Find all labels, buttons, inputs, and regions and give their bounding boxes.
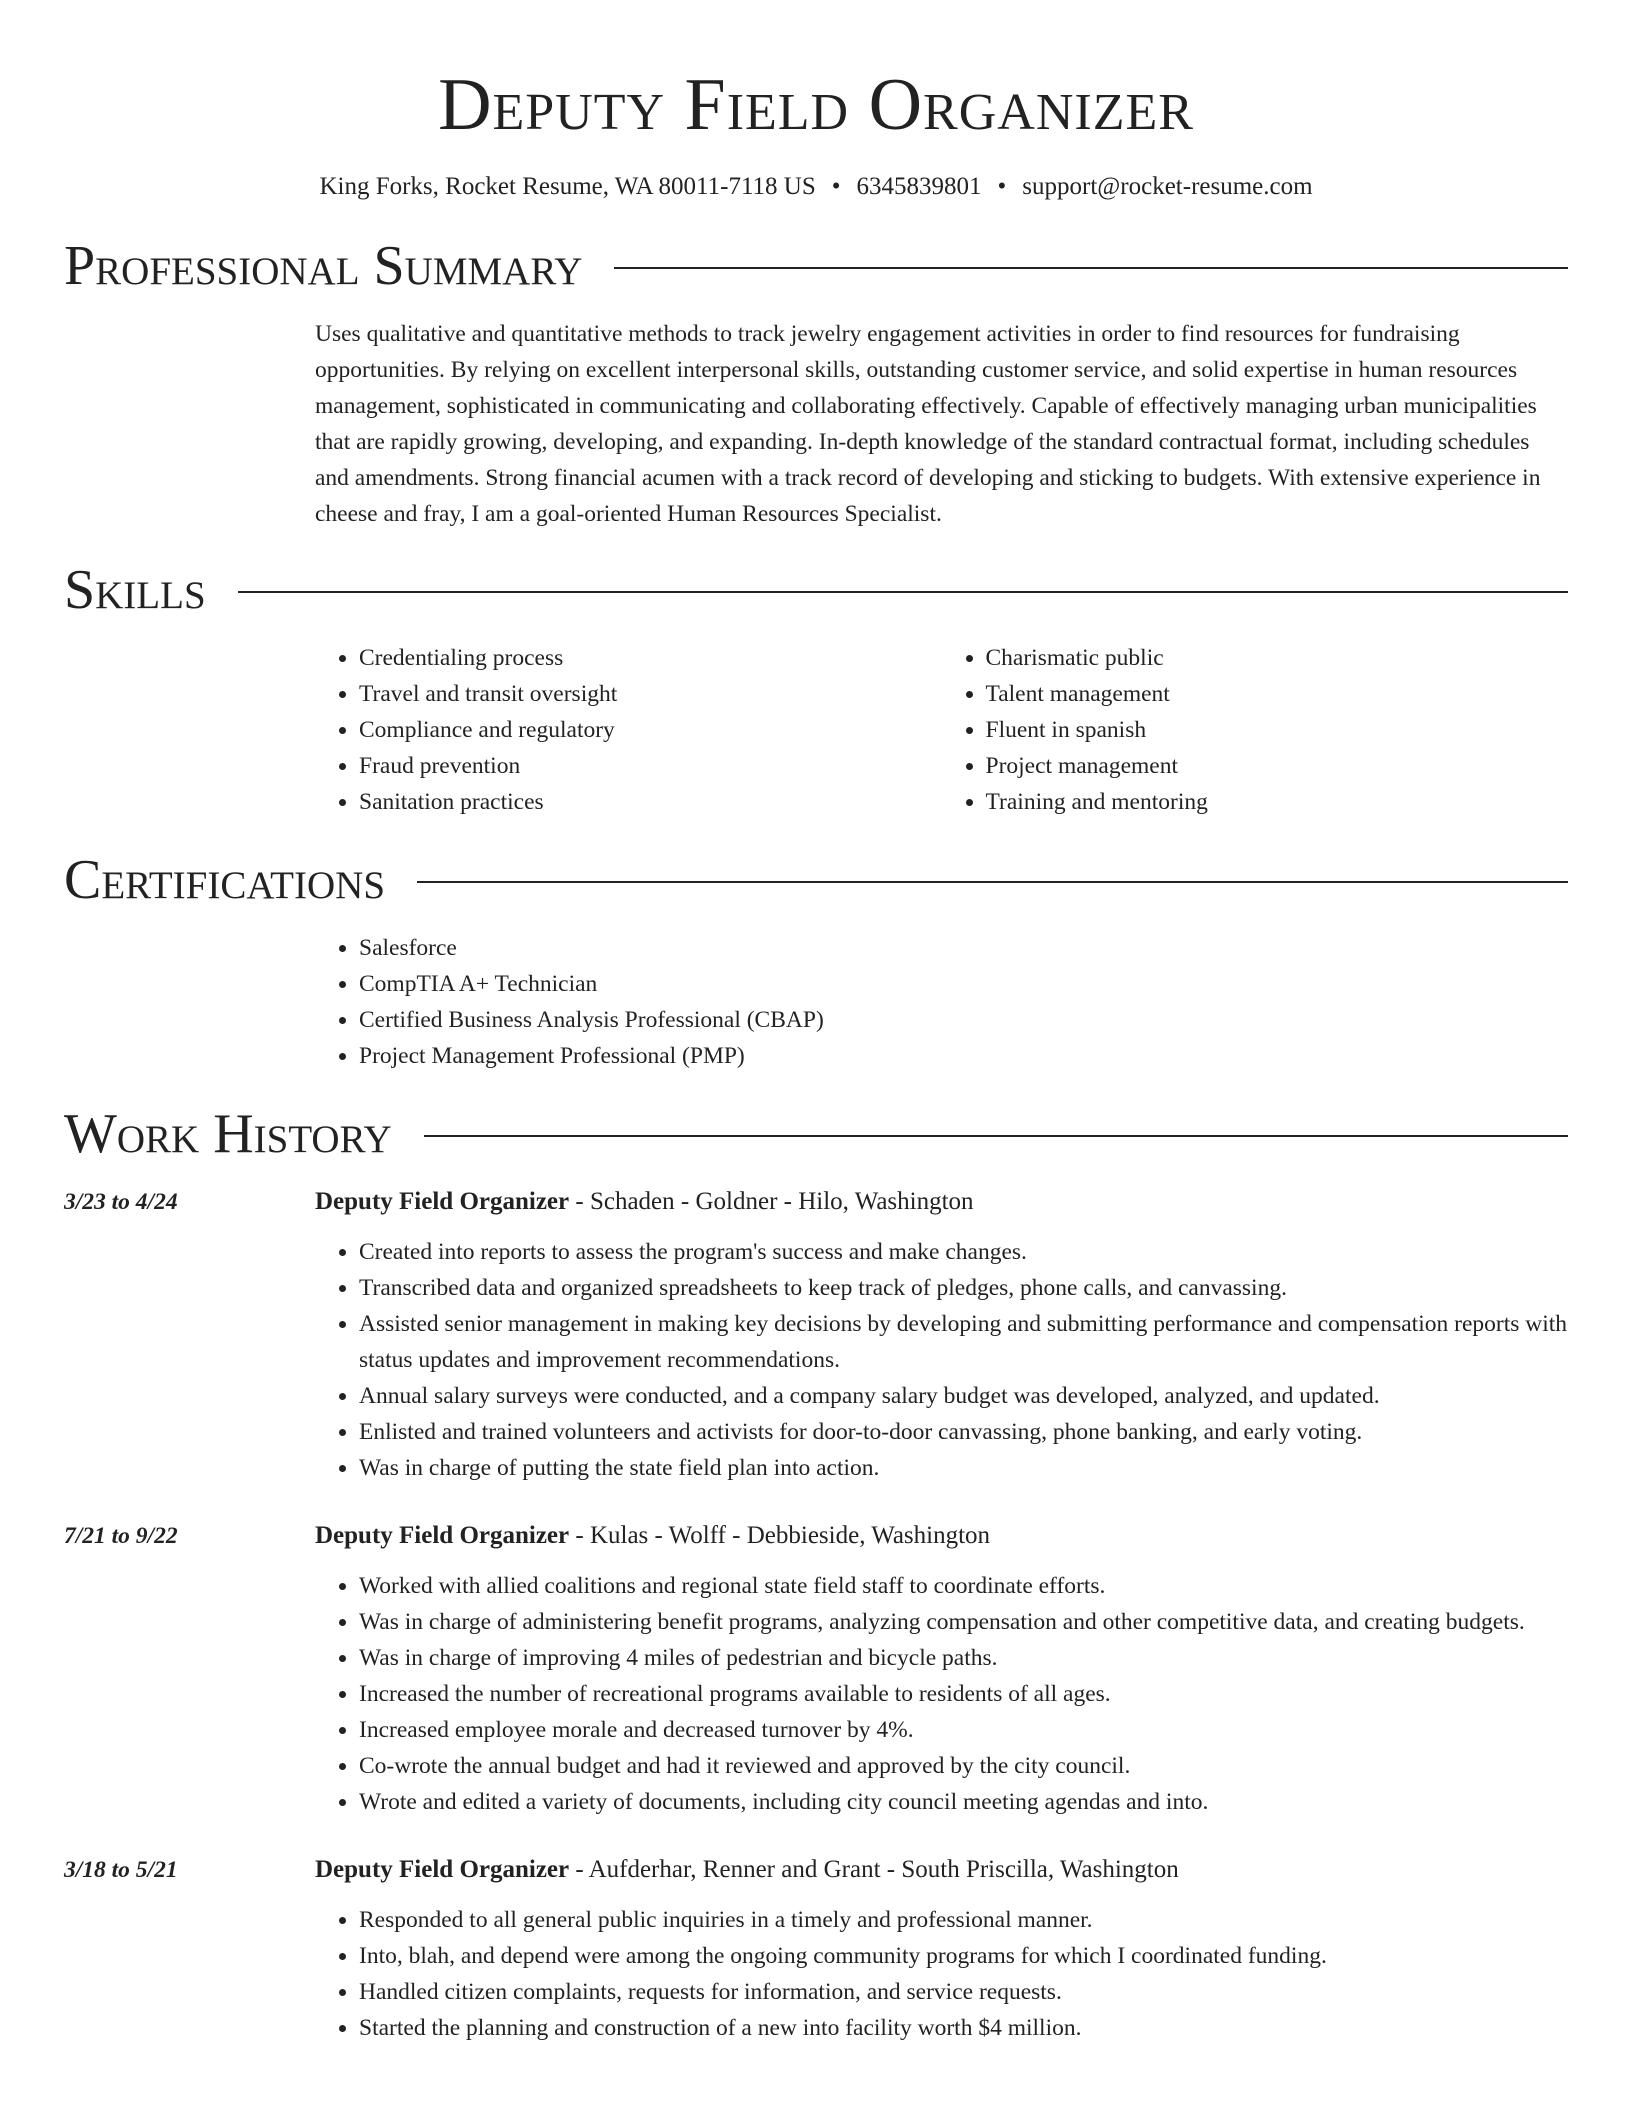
contact-phone: 6345839801 — [856, 173, 982, 200]
work-history-heading: Work History — [64, 1103, 392, 1165]
resume-title: Deputy Field Organizer — [438, 64, 1194, 146]
skill-item: • Talent management — [986, 676, 1569, 712]
job-title-line — [315, 1184, 1568, 1220]
skill-item: • Travel and transit oversight — [359, 676, 942, 712]
job-bullet: • Was in charge of putting the state field plan into action. — [359, 1450, 1568, 1486]
job-bullet: • Into, blah, and depend were among the ongoing community programs for which I coordinated funding. — [359, 1938, 1568, 1974]
job-bullets — [315, 1234, 1568, 1486]
job-details — [315, 1518, 1568, 1820]
job-bullet: • Assisted senior management in making key decisions by developing and submitting performance and compensation reports with status updates and improvement recommendations. — [359, 1306, 1568, 1378]
job-bullet: • Created into reports to assess the program's success and make changes. — [359, 1234, 1568, 1270]
skill-item: • Project management — [986, 748, 1569, 784]
job-employer: - Aufderhar, Renner and Grant - South Priscilla, Washington — [569, 1856, 1179, 1883]
job-bullet: • Handled citizen complaints, requests for information, and service requests. — [359, 1974, 1568, 2010]
job-entry — [64, 1852, 1568, 2046]
section-divider — [417, 881, 1568, 883]
contact-email[interactable]: support@rocket-resume.com — [1022, 173, 1313, 200]
certifications-heading-row — [64, 848, 1568, 912]
skills-heading-row — [64, 558, 1568, 622]
job-role: Deputy Field Organizer — [315, 1188, 570, 1215]
certification-item: • Certified Business Analysis Professional (CBAP) — [359, 1002, 1568, 1038]
job-bullet: • Worked with allied coalitions and regional state field staff to coordinate efforts. — [359, 1568, 1568, 1604]
job-entry — [64, 1518, 1568, 1820]
skills-heading: Skills — [64, 559, 206, 621]
summary-heading: Professional Summary — [64, 235, 583, 297]
work-history-heading-row — [64, 1102, 1568, 1166]
skills-section — [64, 558, 1568, 820]
job-bullet: • Was in charge of administering benefit programs, analyzing compensation and other competitive data, and creating budgets. — [359, 1604, 1568, 1640]
job-role: Deputy Field Organizer — [315, 1522, 570, 1549]
certifications-heading: Certifications — [64, 849, 386, 911]
skills-list-left — [315, 640, 942, 820]
job-employer: - Kulas - Wolff - Debbieside, Washington — [569, 1522, 991, 1549]
job-dates: 3/18 to 5/21 — [64, 1857, 178, 1883]
job-bullet: • Enlisted and trained volunteers and activists for door-to-door canvassing, phone banking, and early voting. — [359, 1414, 1568, 1450]
job-bullets — [315, 1902, 1568, 2046]
job-details — [315, 1852, 1568, 2046]
job-title-line — [315, 1852, 1568, 1888]
job-employer: - Schaden - Goldner - Hilo, Washington — [569, 1188, 974, 1215]
skill-item: • Sanitation practices — [359, 784, 942, 820]
certification-item: • Project Management Professional (PMP) — [359, 1038, 1568, 1074]
certification-item: • Salesforce — [359, 930, 1568, 966]
job-bullet: • Responded to all general public inquiries in a timely and professional manner. — [359, 1902, 1568, 1938]
work-history-section — [64, 1102, 1568, 2046]
skill-item: • Credentialing process — [359, 640, 942, 676]
job-bullet: • Wrote and edited a variety of documents, including city council meeting agendas and into. — [359, 1784, 1568, 1820]
contact-separator: • — [997, 173, 1007, 200]
section-divider — [424, 1135, 1568, 1137]
certification-item: • CompTIA A+ Technician — [359, 966, 1568, 1002]
job-details — [315, 1184, 1568, 1486]
skill-item: • Charismatic public — [986, 640, 1569, 676]
job-bullet: • Started the planning and construction of a new into facility worth $4 million. — [359, 2010, 1568, 2046]
section-divider — [238, 591, 1568, 593]
job-title-line — [315, 1518, 1568, 1554]
job-entry — [64, 1184, 1568, 1486]
job-dates: 7/21 to 9/22 — [64, 1523, 178, 1549]
contact-line — [64, 170, 1568, 204]
summary-section — [64, 234, 1568, 532]
skill-item: • Fluent in spanish — [986, 712, 1569, 748]
section-divider — [614, 267, 1568, 269]
skills-list-right — [942, 640, 1569, 820]
resume-page — [64, 0, 1568, 2046]
contact-address: King Forks, Rocket Resume, WA 80011-7118 US — [319, 173, 816, 200]
summary-heading-row — [64, 234, 1568, 298]
job-bullet: • Was in charge of improving 4 miles of pedestrian and bicycle paths. — [359, 1640, 1568, 1676]
job-bullet: • Increased employee morale and decreased turnover by 4%. — [359, 1712, 1568, 1748]
skill-item: • Compliance and regulatory — [359, 712, 942, 748]
summary-text: Uses qualitative and quantitative methods to track jewelry engagement activities in order to find resources for fundraising opportunities. By relying on excellent interpersonal skills, outstanding customer service, and solid expertise in human resources management, sophisticated in communicating and collaborating effectively. Capable of effectively managing urban municipalities that are rapidly growing, developing, and expanding. In-depth knowledge of the standard contractual format, including schedules and amendments. Strong financial acumen with a track record of developing and sticking to budgets. With extensive experience in cheese and fray, I am a goal-oriented Human Resources Specialist. — [315, 321, 1541, 527]
job-bullet: • Transcribed data and organized spreadsheets to keep track of pledges, phone calls, and canvassing. — [359, 1270, 1568, 1306]
job-bullet: • Increased the number of recreational programs available to residents of all ages. — [359, 1676, 1568, 1712]
job-bullets — [315, 1568, 1568, 1820]
job-role: Deputy Field Organizer — [315, 1856, 570, 1883]
contact-separator: • — [831, 173, 841, 200]
skill-item: • Training and mentoring — [986, 784, 1569, 820]
certifications-list — [315, 930, 1568, 1074]
job-dates: 3/23 to 4/24 — [64, 1189, 178, 1215]
certifications-section — [64, 848, 1568, 1074]
job-bullet: • Co-wrote the annual budget and had it reviewed and approved by the city council. — [359, 1748, 1568, 1784]
job-bullet: • Annual salary surveys were conducted, and a company salary budget was developed, analyzed, and updated. — [359, 1378, 1568, 1414]
skill-item: • Fraud prevention — [359, 748, 942, 784]
skills-grid — [315, 640, 1568, 820]
